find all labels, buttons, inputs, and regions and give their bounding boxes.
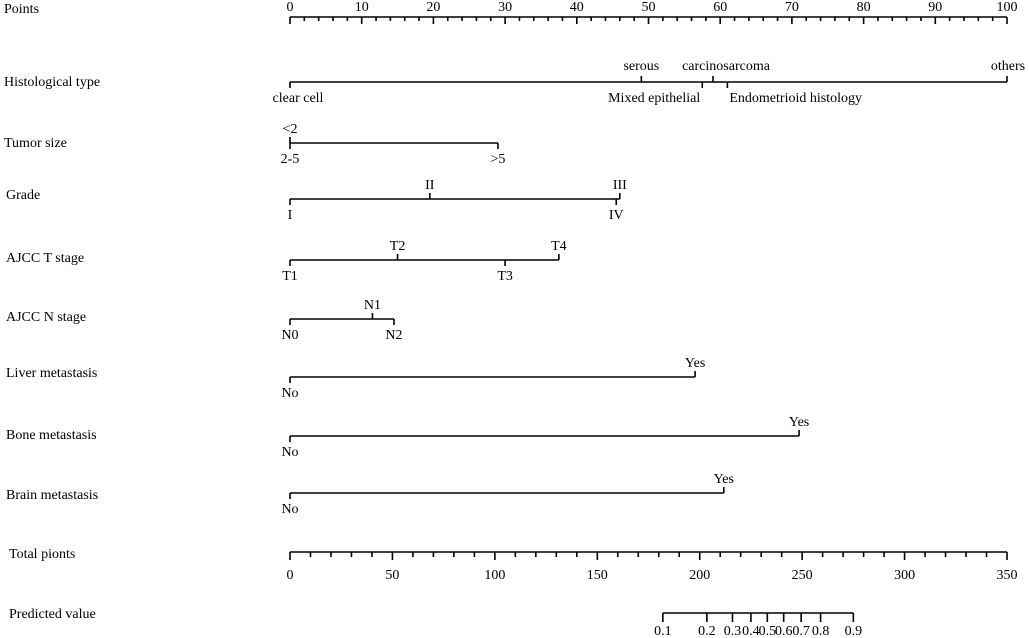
category-label-histological-type: others bbox=[990, 59, 1026, 74]
points-axis-tick-label: 50 bbox=[641, 0, 656, 15]
row-label-liver-metastasis: Liver metastasis bbox=[6, 366, 98, 381]
predicted-value-tick-label: 0.2 bbox=[698, 624, 716, 638]
category-label-ajcc-t-stage: T1 bbox=[282, 269, 298, 284]
category-label-grade: III bbox=[612, 178, 627, 193]
category-label-grade: I bbox=[287, 208, 293, 223]
category-label-tumor-size: <2 bbox=[282, 122, 298, 137]
predicted-value-tick-label: 0.3 bbox=[723, 624, 742, 638]
category-label-histological-type: clear cell bbox=[272, 91, 324, 106]
category-label-ajcc-t-stage: T3 bbox=[497, 269, 513, 284]
category-label-tumor-size: >5 bbox=[490, 152, 506, 167]
points-axis-tick-label: 30 bbox=[498, 0, 513, 15]
total-points-tick-label: 250 bbox=[791, 568, 813, 583]
predicted-value-tick-label: 0.9 bbox=[844, 624, 863, 638]
category-label-ajcc-n-stage: N1 bbox=[363, 298, 382, 313]
points-axis-tick-label: 0 bbox=[286, 0, 294, 15]
predicted-value-tick-label: 0.1 bbox=[654, 624, 672, 638]
category-label-ajcc-n-stage: N2 bbox=[385, 328, 403, 343]
predicted-value-tick-label: 0.5 bbox=[758, 624, 777, 638]
category-label-ajcc-n-stage: N0 bbox=[281, 328, 299, 343]
total-points-tick-label: 300 bbox=[894, 568, 916, 583]
chart-marks bbox=[273, 0, 1026, 638]
total-points-axis-label: Total pionts bbox=[9, 547, 76, 562]
category-label-ajcc-t-stage: T4 bbox=[551, 239, 567, 254]
predicted-value-tick-label: 0.7 bbox=[792, 624, 810, 638]
category-label-bone-metastasis: No bbox=[281, 445, 299, 460]
total-points-tick-label: 150 bbox=[586, 568, 608, 583]
predicted-value-tick-label: 0.8 bbox=[811, 624, 830, 638]
category-label-histological-type: carcinosarcoma bbox=[682, 59, 770, 74]
row-label-brain-metastasis: Brain metastasis bbox=[6, 488, 99, 503]
category-label-grade: II bbox=[425, 178, 435, 193]
row-label-grade: Grade bbox=[6, 188, 41, 203]
category-label-liver-metastasis: Yes bbox=[684, 356, 706, 371]
category-label-histological-type: Endometrioid histology bbox=[729, 91, 862, 106]
category-label-ajcc-t-stage: T2 bbox=[389, 239, 406, 254]
predicted-value-tick-label: 0.4 bbox=[742, 624, 760, 638]
total-points-tick-label: 200 bbox=[689, 568, 711, 583]
category-label-brain-metastasis: No bbox=[281, 502, 299, 517]
total-points-tick-label: 100 bbox=[484, 568, 506, 583]
points-axis-tick-label: 90 bbox=[928, 0, 943, 15]
total-points-tick-label: 0 bbox=[286, 568, 294, 583]
category-label-brain-metastasis: Yes bbox=[713, 472, 734, 487]
total-points-tick-label: 350 bbox=[996, 568, 1018, 583]
category-label-liver-metastasis: No bbox=[281, 386, 299, 401]
row-label-ajcc-t-stage: AJCC T stage bbox=[6, 251, 85, 266]
points-axis-tick-label: 100 bbox=[996, 0, 1018, 15]
row-label-histological-type: Histological type bbox=[4, 75, 101, 90]
row-label-ajcc-n-stage: AJCC N stage bbox=[6, 310, 87, 325]
points-axis-tick-label: 20 bbox=[426, 0, 441, 15]
category-label-histological-type: Mixed epithelial bbox=[608, 91, 701, 106]
points-axis-tick-label: 60 bbox=[713, 0, 728, 15]
predicted-value-axis-label: Predicted value bbox=[9, 607, 96, 622]
category-label-histological-type: serous bbox=[623, 59, 660, 74]
category-label-grade: IV bbox=[608, 208, 624, 223]
total-points-tick-label: 50 bbox=[385, 568, 400, 583]
row-label-tumor-size: Tumor size bbox=[4, 136, 67, 151]
points-axis-tick-label: 70 bbox=[784, 0, 799, 15]
points-axis-tick-label: 40 bbox=[569, 0, 584, 15]
predicted-value-tick-label: 0.6 bbox=[774, 624, 793, 638]
category-label-bone-metastasis: Yes bbox=[788, 415, 810, 430]
points-axis-label: Points bbox=[4, 2, 40, 17]
points-axis-tick-label: 10 bbox=[354, 0, 369, 15]
category-label-tumor-size: 2-5 bbox=[280, 152, 300, 167]
row-label-bone-metastasis: Bone metastasis bbox=[6, 428, 97, 443]
points-axis-tick-label: 80 bbox=[856, 0, 871, 15]
